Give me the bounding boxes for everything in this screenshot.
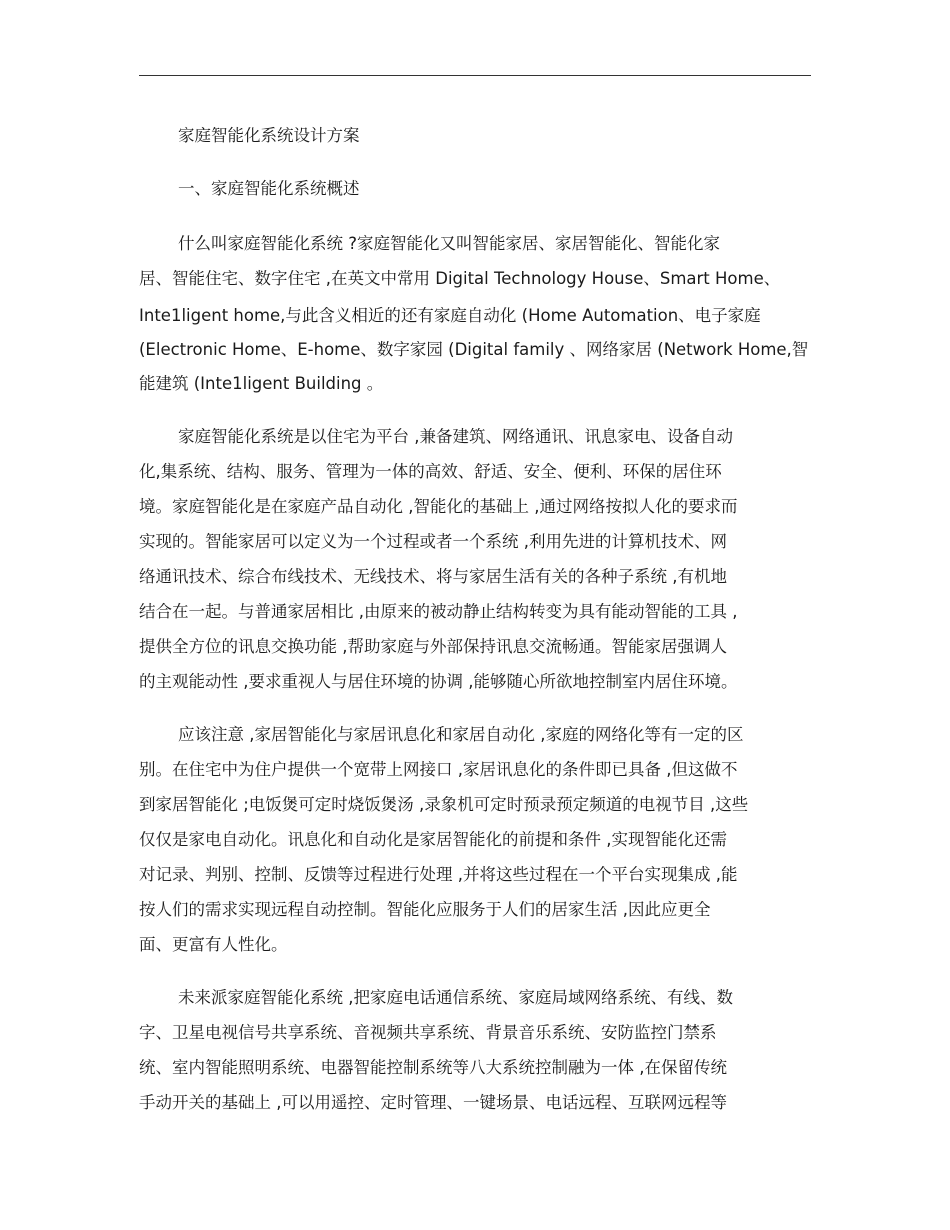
paragraph-line: 实现的。智能家居可以定义为一个过程或者一个系统 ,利用先进的计算机技术、网 (139, 532, 727, 551)
paragraph-line: 家庭智能化系统是以住宅为平台 ,兼备建筑、网络通讯、讯息家电、设备自动 (178, 427, 733, 446)
section-heading: 一、家庭智能化系统概述 (178, 179, 360, 198)
paragraph-line: 别。在住宅中为住户提供一个宽带上网接口 ,家居讯息化的条件即已具备 ,但这做不 (139, 760, 738, 779)
paragraph-line: Inte1ligent home,与此含义相近的还有家庭自动化 (Home Automation、电子家庭 (139, 306, 761, 325)
paragraph-line: 字、卫星电视信号共享系统、音视频共享系统、背景音乐系统、安防监控门禁系 (139, 1023, 717, 1042)
paragraph-line: 面、更富有人性化。 (139, 935, 288, 954)
paragraph-line: 结合在一起。与普通家居相比 ,由原来的被动静止结构转变为具有能动智能的工具 , (139, 602, 738, 621)
paragraph-line: 仅仅是家电自动化。讯息化和自动化是家居智能化的前提和条件 ,实现智能化还需 (139, 830, 727, 849)
paragraph-line: 能建筑 (Inte1ligent Building 。 (139, 374, 384, 393)
paragraph-line: 居、智能住宅、数字住宅 ,在英文中常用 Digital Technology House、Smart Home、 (139, 269, 781, 288)
paragraph-line: 什么叫家庭智能化系统 ?家庭智能化又叫智能家居、家居智能化、智能化家 (178, 234, 721, 253)
paragraph-line: 络通讯技术、综合布线技术、无线技术、将与家居生活有关的各种子系统 ,有机地 (139, 567, 727, 586)
paragraph-line: 到家居智能化 ;电饭煲可定时烧饭煲汤 ,录象机可定时预录预定频道的电视节目 ,这些 (139, 795, 749, 814)
paragraph-line: 未来派家庭智能化系统 ,把家庭电话通信系统、家庭局域网络系统、有线、数 (178, 988, 733, 1007)
paragraph-line: 的主观能动性 ,要求重视人与居住环境的协调 ,能够随心所欲地控制室内居住环境。 (139, 672, 738, 691)
paragraph-line: (Electronic Home、E-home、数字家园 (Digital family 、网络家居 (Network Home,智 (139, 340, 809, 359)
header-rule (139, 75, 811, 76)
paragraph-line: 境。家庭智能化是在家庭产品自动化 ,智能化的基础上 ,通过网络按拟人化的要求而 (139, 497, 738, 516)
paragraph-line: 应该注意 ,家居智能化与家居讯息化和家居自动化 ,家庭的网络化等有一定的区 (178, 725, 744, 744)
paragraph-line: 提供全方位的讯息交换功能 ,帮助家庭与外部保持讯息交流畅通。智能家居强调人 (139, 637, 727, 656)
paragraph-line: 对记录、判别、控制、反馈等过程进行处理 ,并将这些过程在一个平台实现集成 ,能 (139, 865, 738, 884)
paragraph-line: 化,集系统、结构、服务、管理为一体的高效、舒适、安全、便利、环保的居住环 (139, 462, 722, 481)
paragraph-line: 手动开关的基础上 ,可以用遥控、定时管理、一键场景、电话远程、互联网远程等 (139, 1093, 727, 1112)
paragraph-line: 统、室内智能照明系统、电器智能控制系统等八大系统控制融为一体 ,在保留传统 (139, 1058, 727, 1077)
paragraph-line: 按人们的需求实现远程自动控制。智能化应服务于人们的居家生活 ,因此应更全 (139, 900, 711, 919)
document-title: 家庭智能化系统设计方案 (178, 126, 360, 145)
